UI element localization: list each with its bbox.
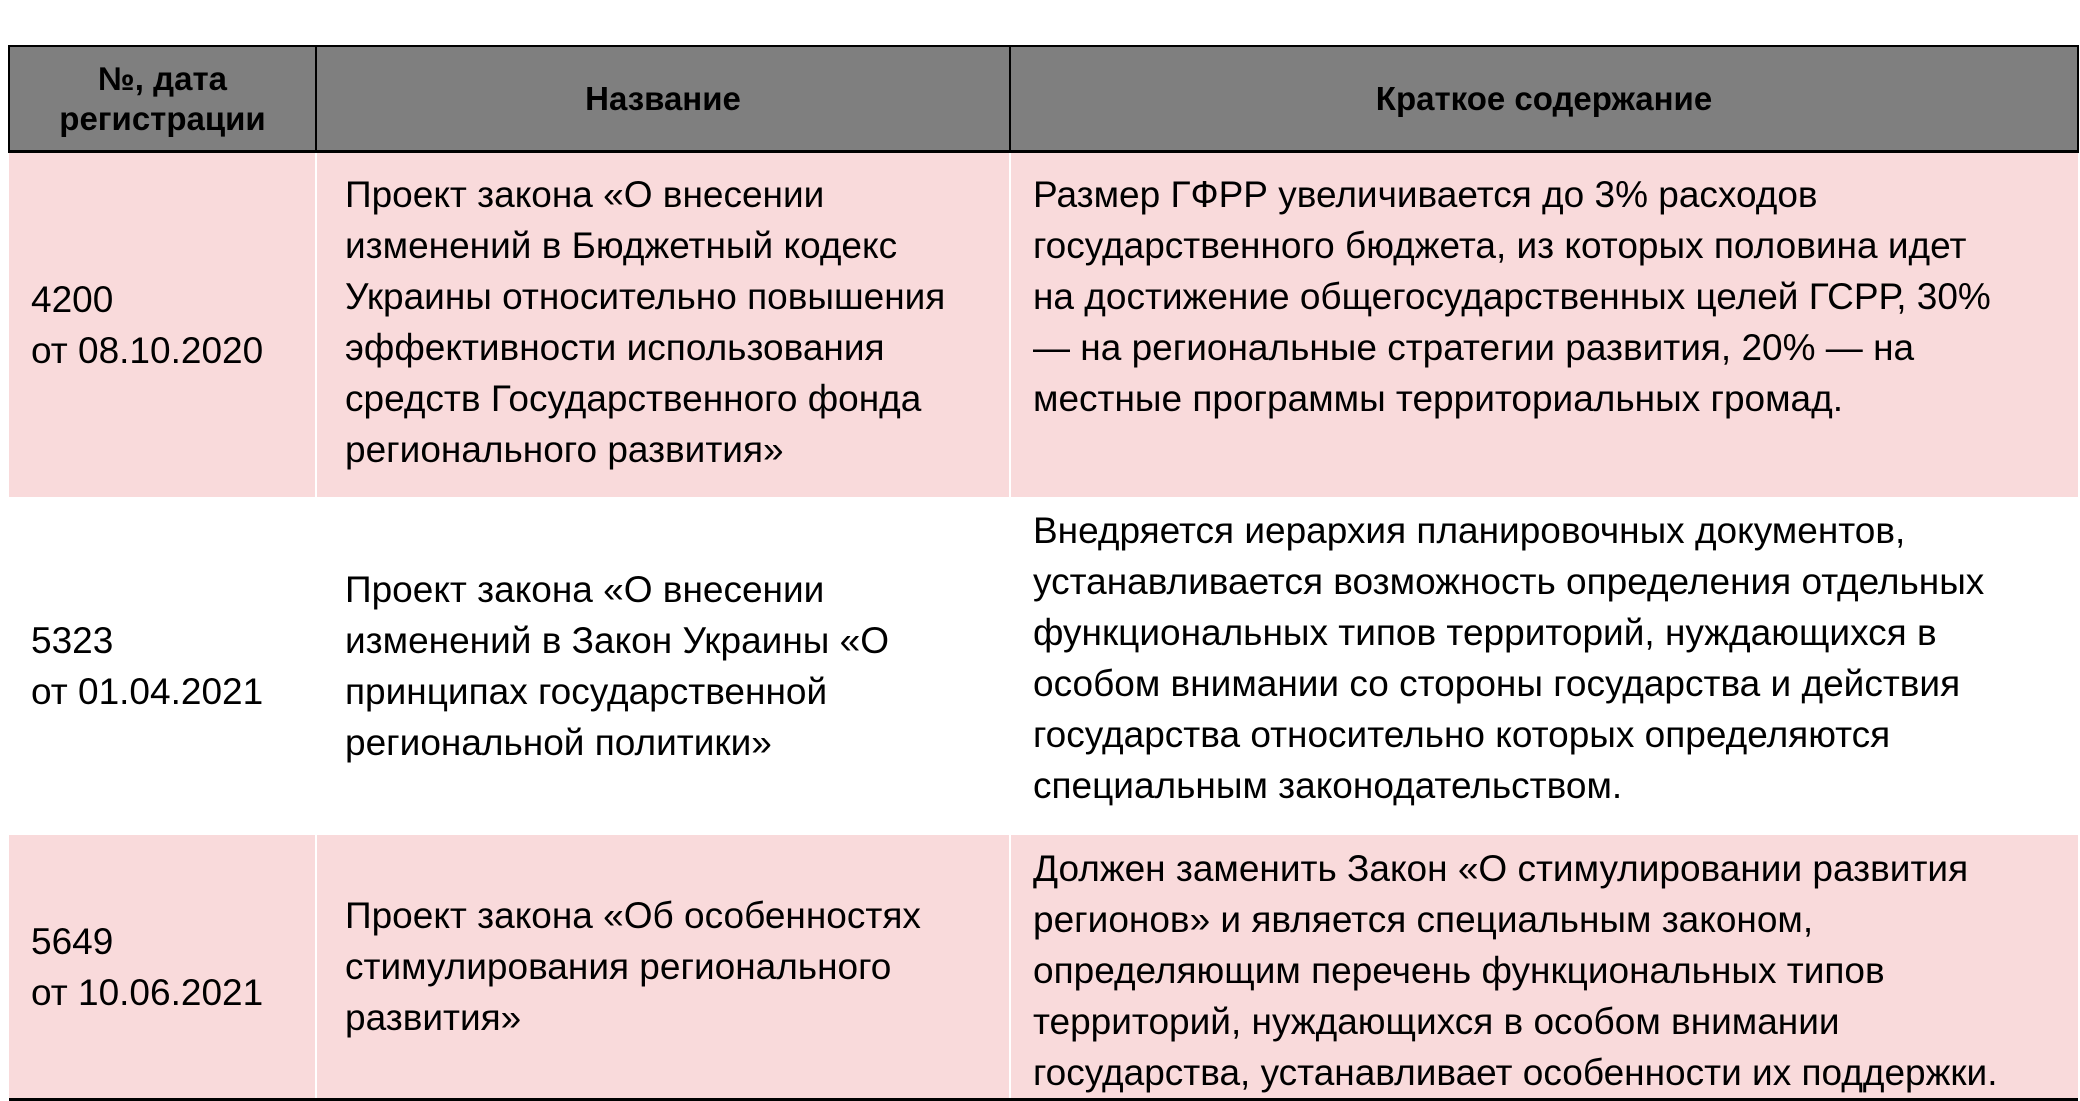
bill-content-line: функциональных типов территорий, нуждающихся в	[1033, 612, 1937, 653]
bill-content-line: специальным законодательством.	[1033, 765, 1623, 806]
bill-name-line: эффективности использования	[345, 327, 885, 368]
header-row	[9, 46, 2078, 152]
bill-name-line: стимулирования регионального	[345, 946, 892, 987]
table-header	[9, 46, 2078, 152]
bill-date: от 10.06.2021	[31, 971, 264, 1013]
bill-number-cell	[9, 152, 316, 498]
table-row	[9, 835, 2078, 1100]
bill-content-line: особом внимании со стороны государства и действия	[1033, 663, 1961, 704]
bill-date: от 08.10.2020	[31, 330, 264, 371]
bill-content-line: регионов» и является специальным законом,	[1033, 899, 1814, 940]
bill-content-line: государства относительно которых определяются	[1033, 714, 1891, 755]
bill-content-line: определяющим перечень функциональных типов	[1033, 950, 1885, 991]
bill-name-cell	[316, 835, 1010, 1100]
bill-name-line: регионального развития»	[345, 429, 784, 470]
bill-content-line: Должен заменить Закон «О стимулировании развития	[1033, 848, 1969, 889]
bill-content-cell	[1010, 152, 2078, 498]
bill-name-line: средств Государственного фонда	[345, 378, 922, 419]
bills-table-container	[8, 45, 2077, 1101]
bills-table	[8, 45, 2079, 1101]
bill-number: 5649	[31, 920, 114, 962]
header-number-line2: регистрации	[59, 99, 266, 137]
bill-content-line: государства, устанавливает особенности их поддержки.	[1033, 1052, 1998, 1093]
header-content: Краткое содержание	[1010, 46, 2078, 152]
bill-content-cell	[1010, 835, 2078, 1100]
bill-name-line: Проект закона «О внесении	[345, 174, 825, 215]
bill-name-line: принципах государственной	[345, 671, 828, 712]
bill-content-line: территорий, нуждающихся в особом внимании	[1033, 1001, 1840, 1042]
bill-name-line: изменений в Закон Украины «О	[345, 620, 889, 661]
bill-content-line: — на региональные стратегии развития, 20% — на	[1033, 327, 1915, 368]
bill-number-cell	[9, 835, 316, 1100]
bill-content-line: устанавливается возможность определения отдельных	[1033, 561, 1985, 602]
bill-name-line: развития»	[345, 997, 522, 1038]
bill-content-line: Размер ГФРР увеличивается до 3% расходов	[1033, 174, 1818, 215]
table-body	[9, 152, 2078, 1100]
bill-content-cell	[1010, 497, 2078, 835]
bill-number-cell	[9, 497, 316, 835]
bill-name-line: региональной политики»	[345, 722, 772, 763]
bill-date: от 01.04.2021	[31, 671, 264, 712]
bill-content-line: Внедряется иерархия планировочных документов,	[1033, 510, 1906, 551]
bill-number: 4200	[31, 279, 114, 320]
bill-name-line: изменений в Бюджетный кодекс	[345, 225, 898, 266]
bill-name-line: Проект закона «Об особенностях	[345, 895, 921, 936]
bill-name-cell	[316, 497, 1010, 835]
header-name: Название	[316, 46, 1010, 152]
table-row	[9, 497, 2078, 835]
bill-content-line: государственного бюджета, из которых половина идет	[1033, 225, 1967, 266]
bill-content-line: местные программы территориальных громад.	[1033, 378, 1844, 419]
bill-name-cell	[316, 152, 1010, 498]
bill-name-line: Украины относительно повышения	[345, 276, 946, 317]
bill-name-line: Проект закона «О внесении	[345, 569, 825, 610]
header-number-date	[9, 46, 316, 152]
bill-content-line: на достижение общегосударственных целей ГСРР, 30%	[1033, 276, 1991, 317]
header-number-line1: №, дата	[98, 59, 227, 97]
table-row	[9, 152, 2078, 498]
bill-number: 5323	[31, 620, 114, 661]
